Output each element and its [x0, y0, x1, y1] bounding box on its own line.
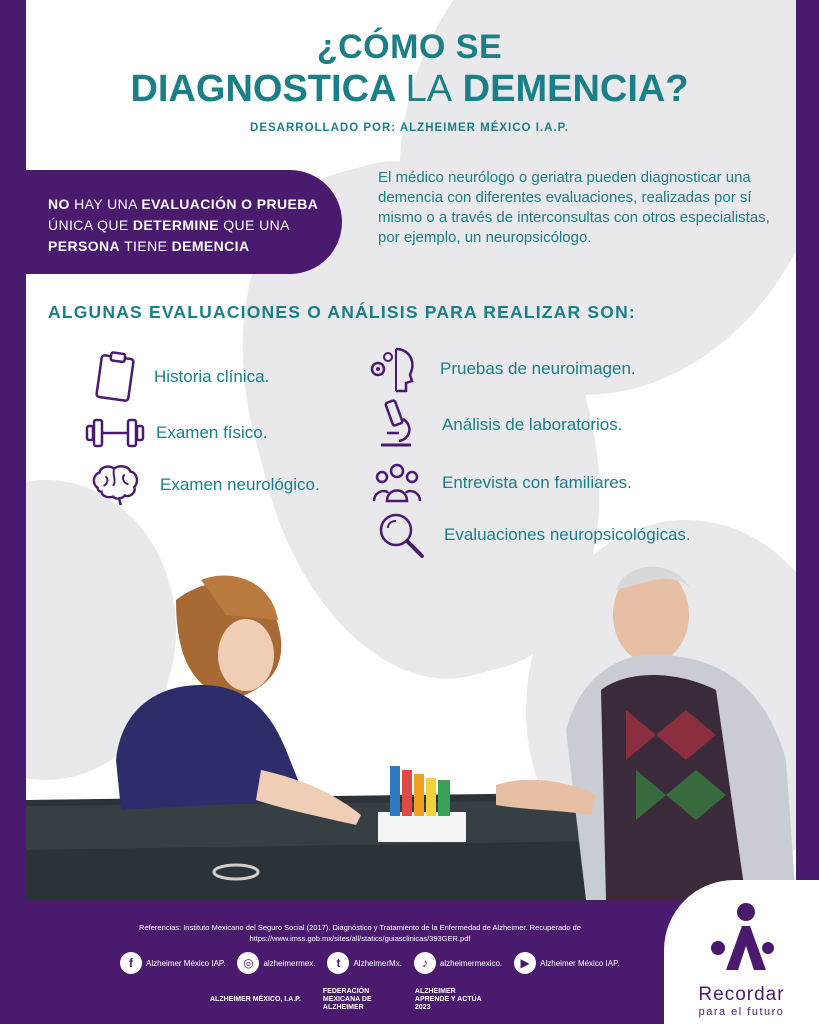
youtube-icon: ▶	[514, 952, 536, 974]
logo-federacion: FEDERACIÓN MEXICANA DE ALZHEIMER	[322, 988, 372, 1011]
social-youtube[interactable]	[514, 952, 619, 974]
head-gears-icon	[366, 344, 416, 394]
title-word-diagnostica: DIAGNOSTICA	[130, 68, 396, 110]
callout-text: HAY UNA	[69, 196, 142, 212]
page-title-line1: ¿CÓMO SE	[316, 28, 503, 66]
callout-text: EVALUACIÓN O PRUEBA	[141, 196, 319, 212]
social-twitter[interactable]	[327, 952, 401, 974]
callout-text: DETERMINE	[132, 217, 219, 233]
recordar-logo-icon	[706, 900, 778, 980]
title-word-la: LA	[405, 68, 453, 110]
evaluation-label: Examen físico.	[156, 423, 268, 442]
callout-text: ÚNICA QUE	[48, 217, 133, 233]
logo-alzheimer-mexico: ALZHEIMER MÉXICO, I.A.P.	[210, 996, 301, 1003]
developed-by: DESARROLLADO POR: ALZHEIMER MÉXICO I.A.P.	[250, 122, 569, 134]
clipboard-icon	[90, 352, 140, 402]
social-facebook[interactable]	[120, 952, 225, 974]
tiktok-icon: ♪	[414, 952, 436, 974]
instagram-icon: ◎	[237, 952, 259, 974]
callout-text: DEMENCIA	[171, 238, 250, 254]
twitter-icon: t	[327, 952, 349, 974]
evaluation-label: Historia clínica.	[154, 367, 270, 386]
social-handle: AlzheimerMx.	[353, 958, 402, 968]
evaluation-item	[370, 400, 622, 450]
evaluation-item	[84, 408, 268, 458]
title-word-demencia: DEMENCIA?	[462, 68, 689, 110]
social-handle: alzheimermex.	[263, 958, 316, 968]
page-title-line2	[0, 68, 819, 111]
callout-pill	[26, 170, 342, 274]
callout-text: PERSONA	[48, 238, 121, 254]
partner-logos	[210, 988, 485, 1012]
callout-text: NO	[48, 196, 70, 212]
family-icon	[372, 458, 422, 508]
callout-text: QUE UNA	[218, 217, 290, 233]
evaluation-item	[90, 352, 269, 402]
evaluation-item	[376, 510, 691, 560]
evaluation-label: Examen neurológico.	[160, 475, 320, 494]
evaluation-item	[90, 460, 320, 510]
evaluation-item	[372, 458, 632, 508]
dumbbell-icon	[84, 408, 146, 458]
social-handle: Alzheimer México IAP.	[146, 958, 226, 968]
brand-badge	[664, 880, 819, 1024]
evaluation-label: Evaluaciones neuropsicológicas.	[444, 525, 691, 544]
list-heading: ALGUNAS EVALUACIONES O ANÁLISIS PARA REALIZAR SON:	[48, 302, 636, 322]
evaluation-label: Pruebas de neuroimagen.	[440, 359, 636, 378]
social-tiktok[interactable]	[414, 952, 502, 974]
social-handle: Alzheimer México IAP.	[540, 958, 620, 968]
evaluation-label: Análisis de laboratorios.	[442, 415, 623, 434]
callout-text: TIENE	[120, 238, 172, 254]
intro-paragraph: El médico neurólogo o geriatra pueden diagnosticar una demencia con diferentes evaluaciones, realizadas por sí mismo o a través de interconsultas con otros especialistas, por ejemplo, un neuropsicólogo.	[378, 169, 770, 246]
photo-illustration	[26, 560, 796, 900]
evaluation-item	[366, 344, 636, 394]
social-handle: alzheimermexico.	[439, 958, 503, 968]
social-instagram[interactable]	[237, 952, 315, 974]
evaluation-label: Entrevista con familiares.	[442, 473, 632, 492]
brand-tagline: para el futuro	[698, 1006, 785, 1018]
facebook-icon: f	[120, 952, 142, 974]
brain-icon	[90, 460, 140, 510]
logo-aprende-actua: ALZHEIMER APRENDE Y ACTÚA 2023	[414, 988, 482, 1011]
microscope-icon	[370, 400, 420, 450]
social-links	[120, 952, 620, 974]
brand-name: Recordar	[698, 984, 785, 1005]
references-text: Referencias: Instituto Mexicano del Seguro Social (2017). Diagnóstico y Tratamiento de la Enfermedad de Alzheimer. Recuperado de https://www.imss.gob.mx/sites/all/statics/guiasclinicas/393GER.pdf	[139, 923, 581, 943]
magnifier-icon	[376, 510, 426, 560]
